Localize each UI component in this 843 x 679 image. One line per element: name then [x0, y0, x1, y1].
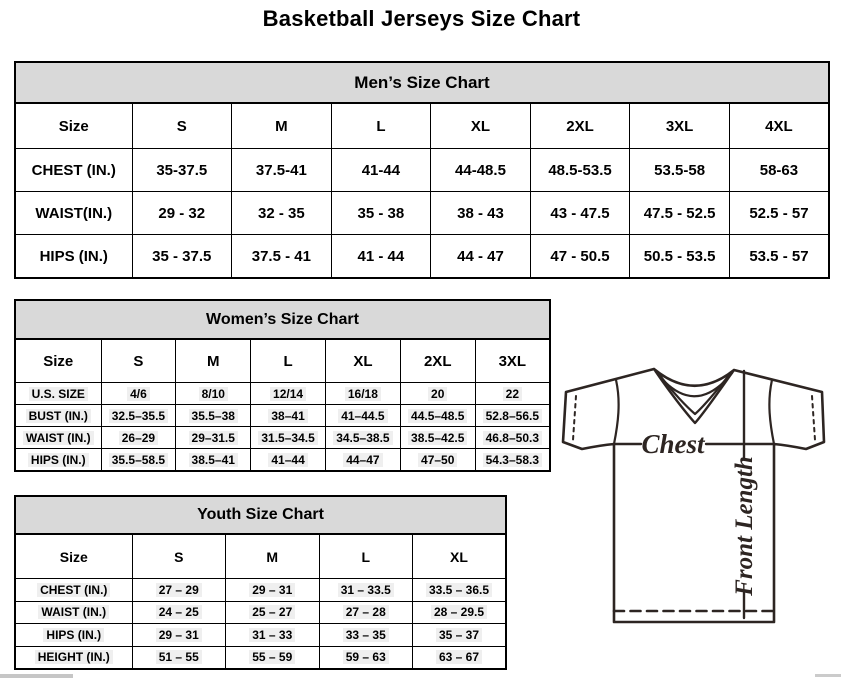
table-title-row: [15, 496, 506, 534]
value-cell: 48.5-53.5: [530, 149, 630, 192]
cell-text: 31 – 33: [249, 628, 295, 642]
table-title-row: [15, 62, 829, 103]
value-cell: [400, 427, 475, 449]
value-cell: [319, 601, 413, 624]
value-cell: 53.5 - 57: [729, 235, 829, 279]
value-cell: 47 - 50.5: [530, 235, 630, 279]
column-header-xl: XL: [413, 534, 507, 579]
cell-text: 20: [428, 387, 447, 401]
value-cell: [413, 601, 507, 624]
cell-text: 31.5–34.5: [258, 431, 317, 445]
row-label: [15, 427, 101, 449]
cell-text: 31 – 33.5: [338, 583, 394, 597]
value-cell: 37.5 - 41: [232, 235, 332, 279]
column-header-xl: XL: [325, 339, 400, 383]
column-header-s: S: [101, 339, 176, 383]
table-row: [15, 235, 829, 279]
value-cell: [132, 579, 226, 602]
cell-text: 16/18: [345, 387, 381, 401]
cell-text: 44–47: [343, 453, 382, 467]
row-label: CHEST (IN.): [15, 149, 132, 192]
cell-text: 29–31.5: [189, 431, 238, 445]
table-row: [15, 149, 829, 192]
value-cell: [400, 449, 475, 472]
size-header-row: [15, 534, 506, 579]
value-cell: [325, 427, 400, 449]
value-cell: [319, 646, 413, 669]
row-label: HIPS (IN.): [15, 235, 132, 279]
value-cell: [413, 579, 507, 602]
mens-chart-title: Men’s Size Chart: [15, 62, 829, 103]
row-label: [15, 405, 101, 427]
cell-text: HEIGHT (IN.): [35, 650, 113, 664]
womens-size-chart-table: [14, 299, 551, 472]
cell-text: 24 – 25: [156, 605, 202, 619]
column-header-l: L: [251, 339, 326, 383]
cell-text: 29 – 31: [249, 583, 295, 597]
value-cell: [101, 427, 176, 449]
size-header: Size: [15, 339, 101, 383]
mens-size-chart-table: [14, 61, 830, 279]
chest-measure-label: Chest: [641, 429, 705, 459]
value-cell: [251, 383, 326, 405]
cell-text: 38–41: [268, 409, 307, 423]
row-label: [15, 449, 101, 472]
cell-text: 32.5–35.5: [109, 409, 168, 423]
womens-chart-title: Women’s Size Chart: [15, 300, 550, 339]
value-cell: 50.5 - 53.5: [630, 235, 730, 279]
value-cell: [251, 427, 326, 449]
size-header: Size: [15, 103, 132, 149]
cell-text: 52.8–56.5: [483, 409, 542, 423]
front-length-measure-label: Front Length: [731, 456, 758, 596]
column-header-s: S: [132, 103, 232, 149]
table-row: [15, 579, 506, 602]
cell-text: HIPS (IN.): [43, 628, 104, 642]
size-header-row: [15, 339, 550, 383]
value-cell: [226, 646, 320, 669]
value-cell: 44-48.5: [431, 149, 531, 192]
cell-text: 44.5–48.5: [408, 409, 467, 423]
cell-text: 22: [503, 387, 522, 401]
value-cell: [413, 624, 507, 647]
cell-text: U.S. SIZE: [29, 387, 88, 401]
cell-text: 41–44.5: [338, 409, 387, 423]
table-title-row: [15, 300, 550, 339]
value-cell: 58-63: [729, 149, 829, 192]
value-cell: 29 - 32: [132, 192, 232, 235]
cell-text: 27 – 29: [156, 583, 202, 597]
value-cell: 35 - 38: [331, 192, 431, 235]
value-cell: [176, 427, 251, 449]
cell-text: 25 – 27: [249, 605, 295, 619]
value-cell: [475, 383, 550, 405]
size-header-row: [15, 103, 829, 149]
value-cell: [132, 646, 226, 669]
jersey-measurement-diagram: [556, 360, 840, 628]
youth-size-chart-table: [14, 495, 507, 670]
value-cell: [400, 405, 475, 427]
table-row: [15, 405, 550, 427]
row-label: [15, 383, 101, 405]
value-cell: [101, 449, 176, 472]
value-cell: [226, 579, 320, 602]
cell-text: 12/14: [270, 387, 306, 401]
page-title: Basketball Jerseys Size Chart: [262, 6, 581, 31]
column-header-2xl: 2XL: [530, 103, 630, 149]
value-cell: 43 - 47.5: [530, 192, 630, 235]
cell-text: 55 – 59: [249, 650, 295, 664]
column-header-l: L: [331, 103, 431, 149]
cell-text: 41–44: [268, 453, 307, 467]
value-cell: 44 - 47: [431, 235, 531, 279]
column-header-3xl: 3XL: [630, 103, 730, 149]
value-cell: [475, 449, 550, 472]
cell-text: WAIST (IN.): [23, 431, 94, 445]
table-row: [15, 601, 506, 624]
value-cell: [319, 579, 413, 602]
value-cell: 35-37.5: [132, 149, 232, 192]
cell-text: BUST (IN.): [26, 409, 91, 423]
table-row: [15, 449, 550, 472]
column-header-l: L: [319, 534, 413, 579]
value-cell: 53.5-58: [630, 149, 730, 192]
value-cell: [475, 427, 550, 449]
cell-text: 38.5–42.5: [408, 431, 467, 445]
value-cell: [101, 405, 176, 427]
size-header: Size: [15, 534, 132, 579]
column-header-3xl: 3XL: [475, 339, 550, 383]
cell-text: 33 – 35: [343, 628, 389, 642]
value-cell: [101, 383, 176, 405]
value-cell: [400, 383, 475, 405]
value-cell: [325, 383, 400, 405]
cell-text: 59 – 63: [343, 650, 389, 664]
row-label: [15, 579, 132, 602]
cell-text: 28 – 29.5: [431, 605, 487, 619]
row-label: WAIST(IN.): [15, 192, 132, 235]
cell-text: 33.5 – 36.5: [426, 583, 492, 597]
value-cell: 37.5-41: [232, 149, 332, 192]
column-header-m: M: [176, 339, 251, 383]
cell-text: 63 – 67: [436, 650, 482, 664]
value-cell: [132, 601, 226, 624]
cell-text: CHEST (IN.): [37, 583, 110, 597]
value-cell: 38 - 43: [431, 192, 531, 235]
value-cell: [176, 383, 251, 405]
column-header-2xl: 2XL: [400, 339, 475, 383]
value-cell: [132, 624, 226, 647]
value-cell: [226, 601, 320, 624]
cell-text: 8/10: [199, 387, 228, 401]
cell-text: 35.5–38: [189, 409, 238, 423]
cell-text: 35 – 37: [436, 628, 482, 642]
cell-text: 27 – 28: [343, 605, 389, 619]
value-cell: [226, 624, 320, 647]
cell-text: 51 – 55: [156, 650, 202, 664]
table-row: [15, 427, 550, 449]
column-header-4xl: 4XL: [729, 103, 829, 149]
value-cell: 52.5 - 57: [729, 192, 829, 235]
column-header-m: M: [232, 103, 332, 149]
value-cell: [319, 624, 413, 647]
table-row: [15, 646, 506, 669]
youth-chart-title: Youth Size Chart: [15, 496, 506, 534]
cell-text: 38.5–41: [189, 453, 238, 467]
value-cell: 32 - 35: [232, 192, 332, 235]
cell-text: 29 – 31: [156, 628, 202, 642]
value-cell: [251, 449, 326, 472]
cell-text: HIPS (IN.): [28, 453, 89, 467]
value-cell: 41 - 44: [331, 235, 431, 279]
value-cell: 35 - 37.5: [132, 235, 232, 279]
cell-text: 34.5–38.5: [333, 431, 392, 445]
value-cell: [251, 405, 326, 427]
value-cell: [325, 405, 400, 427]
row-label: [15, 624, 132, 647]
value-cell: [475, 405, 550, 427]
row-label: [15, 601, 132, 624]
value-cell: [176, 449, 251, 472]
table-row: [15, 383, 550, 405]
value-cell: [325, 449, 400, 472]
horizontal-scrollbar-fragment-right[interactable]: [815, 674, 841, 677]
row-label: [15, 646, 132, 669]
value-cell: 47.5 - 52.5: [630, 192, 730, 235]
column-header-s: S: [132, 534, 226, 579]
cell-text: WAIST (IN.): [38, 605, 109, 619]
cell-text: 54.3–58.3: [483, 453, 542, 467]
table-row: [15, 192, 829, 235]
cell-text: 47–50: [418, 453, 457, 467]
horizontal-scrollbar-fragment-left[interactable]: [0, 674, 73, 678]
value-cell: [176, 405, 251, 427]
cell-text: 46.8–50.3: [483, 431, 542, 445]
column-header-xl: XL: [431, 103, 531, 149]
value-cell: 41-44: [331, 149, 431, 192]
cell-text: 4/6: [127, 387, 150, 401]
column-header-m: M: [226, 534, 320, 579]
cell-text: 35.5–58.5: [109, 453, 168, 467]
value-cell: [413, 646, 507, 669]
cell-text: 26–29: [119, 431, 158, 445]
jersey-outline-shape: [563, 369, 824, 622]
table-row: [15, 624, 506, 647]
